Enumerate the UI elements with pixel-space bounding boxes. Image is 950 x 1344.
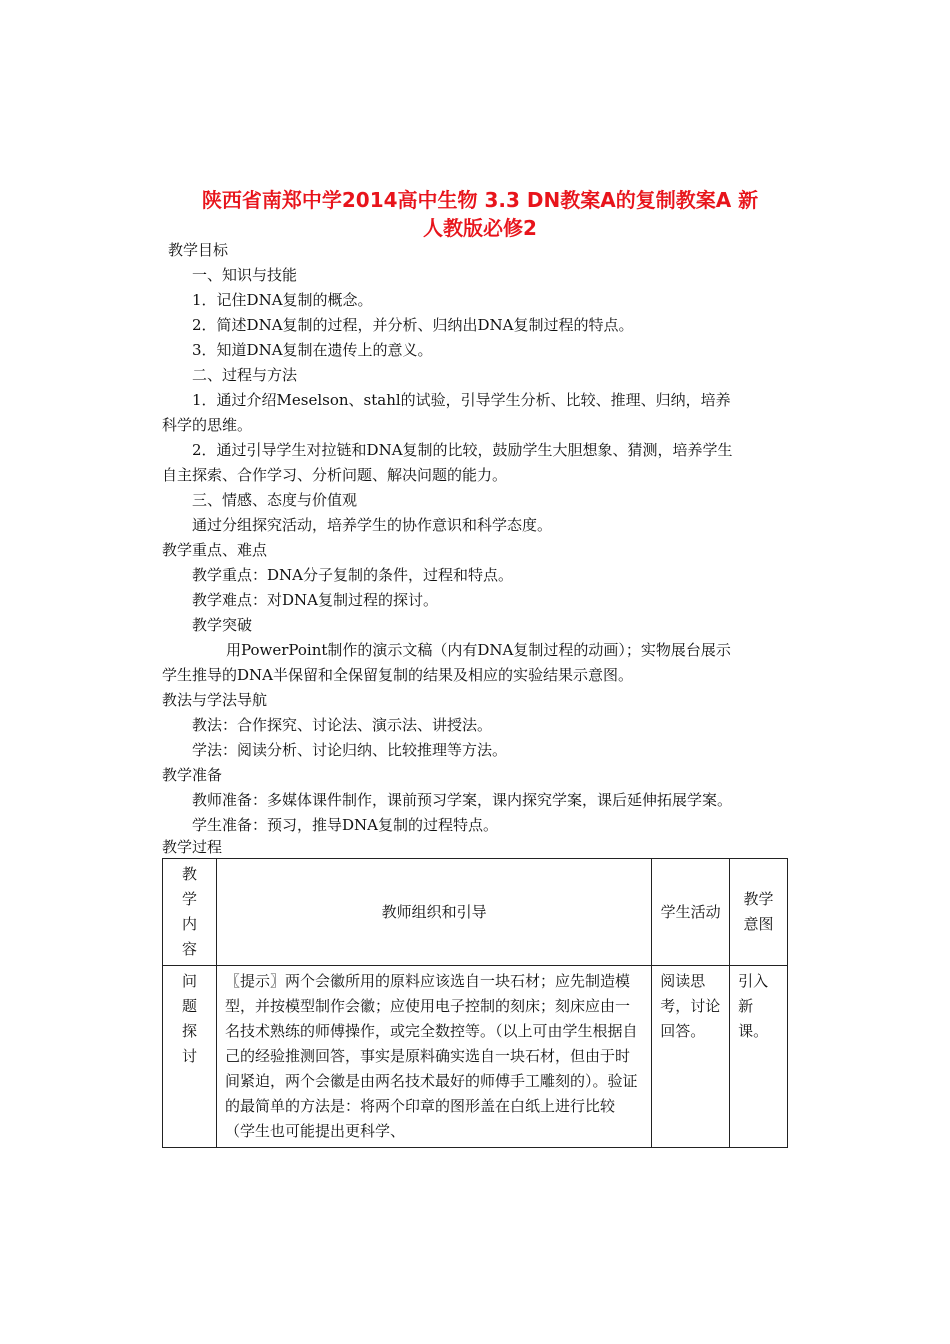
header-guide: 教师组织和引导 xyxy=(381,902,487,921)
table-header-row xyxy=(163,859,788,966)
table-row xyxy=(163,966,788,1148)
table-cell xyxy=(730,966,788,1148)
row-intent: 引入新课。 xyxy=(738,972,769,1040)
header-activity: 学生活动 xyxy=(660,902,721,921)
objective-item: 1．通过介绍Meselson、stahl的试验，引导学生分析、比较、推理、归纳，培养 xyxy=(192,391,731,409)
student-preparation: 学生准备：预习，推导DNA复制的过程特点。 xyxy=(192,816,498,834)
methods-heading: 教法与学法导航 xyxy=(162,691,268,709)
learning-methods: 学法：阅读分析、讨论归纳、比较推理等方法。 xyxy=(192,741,508,759)
objective-item-continued: 科学的思维。 xyxy=(162,416,253,434)
preparation-heading: 教学准备 xyxy=(162,766,223,784)
breakthrough-heading: 教学突破 xyxy=(192,616,253,634)
row-activity: 阅读思考，讨论回答。 xyxy=(660,972,721,1040)
key-points-heading: 教学重点、难点 xyxy=(162,541,268,559)
key-point-difficulty: 教学难点：对DNA复制过程的探讨。 xyxy=(192,591,438,609)
objective-item: 3．知道DNA复制在遗传上的意义。 xyxy=(192,341,433,359)
document-title-line2: 人教版必修2 xyxy=(423,216,537,240)
teaching-methods: 教法：合作探究、讨论法、演示法、讲授法。 xyxy=(192,716,493,734)
table-header-cell xyxy=(216,859,651,966)
header-content: 教学内容 xyxy=(181,865,197,958)
header-intent: 教学意图 xyxy=(743,890,774,933)
teaching-process-table xyxy=(162,858,788,1148)
objectives-section-process: 二、过程与方法 xyxy=(192,366,298,384)
objectives-section-values: 三、情感、态度与价值观 xyxy=(192,491,358,509)
objective-item: 通过分组探究活动，培养学生的协作意识和科学态度。 xyxy=(192,516,553,534)
teacher-preparation: 教师准备：多媒体课件制作，课前预习学案，课内探究学案，课后延伸拓展学案。 xyxy=(192,791,733,809)
table-cell xyxy=(216,966,651,1148)
table-cell xyxy=(163,966,217,1148)
objective-item: 2．通过引导学生对拉链和DNA复制的比较，鼓励学生大胆想象、猜测，培养学生 xyxy=(192,441,733,459)
breakthrough-text-continued: 学生推导的DNA半保留和全保留复制的结果及相应的实验结果示意图。 xyxy=(162,666,633,684)
table-header-cell xyxy=(163,859,217,966)
objective-item: 1．记住DNA复制的概念。 xyxy=(192,291,373,309)
objective-item-continued: 自主探索、合作学习、分析问题、解决问题的能力。 xyxy=(162,466,508,484)
key-point-focus: 教学重点：DNA分子复制的条件，过程和特点。 xyxy=(192,566,513,584)
process-heading: 教学过程 xyxy=(162,838,223,856)
table-header-cell xyxy=(730,859,788,966)
breakthrough-text: 用PowerPoint制作的演示文稿（内有DNA复制过程的动画）；实物展台展示 xyxy=(226,641,731,659)
row-content: 问题探讨 xyxy=(181,972,197,1065)
table-header-cell xyxy=(652,859,730,966)
objectives-heading: 教学目标 xyxy=(168,241,229,259)
objectives-section-knowledge: 一、知识与技能 xyxy=(192,266,298,284)
table-cell xyxy=(652,966,730,1148)
document-title-line1: 陕西省南郑中学2014高中生物 3.3 DN教案A的复制教案A 新 xyxy=(201,188,759,212)
row-guide: 〖提示〗两个会徽所用的原料应该选自一块石材；应先制造模型，并按模型制作会徽；应使用电子控制的刻床；刻床应由一名技术熟练的师傅操作，或完全数控等。（以上可由学生根据自己的经验推测回答，事实是原料确实选自一块石材，但由于时间紧迫，两个会徽是由两名技术最好的师傅手工雕刻的）。验证的最简单的方法是：将两个印章的图形盖在白纸上进行比较（学生也可能提出更科学、 xyxy=(224,972,638,1140)
objective-item: 2．简述DNA复制的过程，并分析、归纳出DNA复制过程的特点。 xyxy=(192,316,634,334)
